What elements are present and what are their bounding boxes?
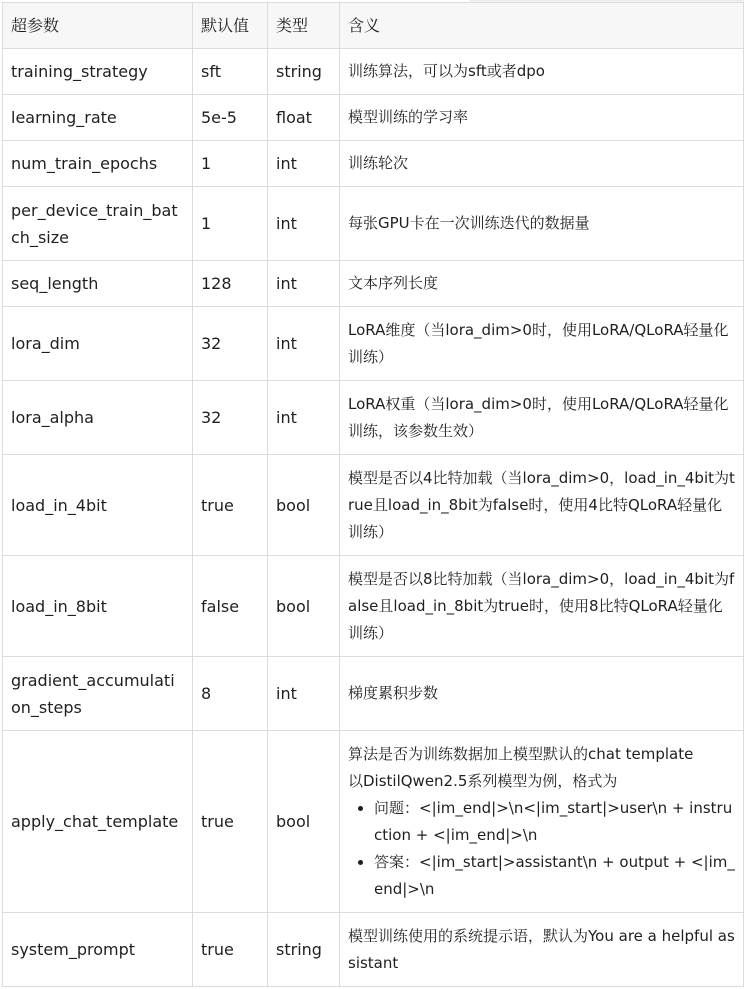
param-type: int: [268, 381, 340, 455]
table-header-row: [3, 3, 744, 49]
param-type: bool: [268, 731, 340, 913]
param-desc: 模型训练使用的系统提示语，默认为You are a helpful assistant: [340, 913, 744, 987]
param-desc: 模型训练的学习率: [340, 95, 744, 141]
header-default: 默认值: [193, 3, 268, 49]
desc-line: 以DistilQwen2.5系列模型为例，格式为: [348, 771, 618, 790]
param-name: num_train_epochs: [3, 141, 193, 187]
param-name: apply_chat_template: [3, 731, 193, 913]
param-type: int: [268, 141, 340, 187]
param-type: bool: [268, 556, 340, 657]
param-type: int: [268, 657, 340, 731]
param-name: load_in_4bit: [3, 455, 193, 556]
param-desc: 梯度累积步数: [340, 657, 744, 731]
param-name: system_prompt: [3, 913, 193, 987]
default-value: sft: [193, 49, 268, 95]
param-name: lora_dim: [3, 307, 193, 381]
default-value: 8: [193, 657, 268, 731]
default-value: 32: [193, 307, 268, 381]
default-value: 1: [193, 187, 268, 261]
param-name: load_in_8bit: [3, 556, 193, 657]
param-type: string: [268, 49, 340, 95]
default-value: true: [193, 455, 268, 556]
default-value: 5e-5: [193, 95, 268, 141]
table-row: [3, 381, 744, 455]
param-desc: 文本序列长度: [340, 261, 744, 307]
param-desc: 训练轮次: [340, 141, 744, 187]
default-value: 32: [193, 381, 268, 455]
default-value: 1: [193, 141, 268, 187]
format-item-answer: • 答案：<|im_start|>assistant\n + output + <|im_end|>\n: [374, 849, 735, 903]
param-desc: 模型是否以8比特加载（当lora_dim>0，load_in_4bit为false且load_in_8bit为true时，使用8比特QLoRA轻量化训练）: [340, 556, 744, 657]
param-type: string: [268, 913, 340, 987]
param-name: gradient_accumulation_steps: [3, 657, 193, 731]
param-desc: 训练算法，可以为sft或者dpo: [340, 49, 744, 95]
param-name: training_strategy: [3, 49, 193, 95]
param-type: int: [268, 261, 340, 307]
param-desc: [340, 731, 744, 913]
table-row: [3, 556, 744, 657]
param-name: seq_length: [3, 261, 193, 307]
table-row: [3, 657, 744, 731]
desc-line: 算法是否为训练数据加上模型默认的chat template: [348, 744, 694, 763]
param-type: int: [268, 187, 340, 261]
param-desc: LoRA维度（当lora_dim>0时，使用LoRA/QLoRA轻量化训练）: [340, 307, 744, 381]
table-row: [3, 187, 744, 261]
format-list: [348, 795, 735, 903]
table-row: [3, 261, 744, 307]
param-name: learning_rate: [3, 95, 193, 141]
param-type: float: [268, 95, 340, 141]
default-value: true: [193, 731, 268, 913]
param-desc: 模型是否以4比特加载（当lora_dim>0，load_in_4bit为true且load_in_8bit为false时，使用4比特QLoRA轻量化训练）: [340, 455, 744, 556]
default-value: false: [193, 556, 268, 657]
param-desc: LoRA权重（当lora_dim>0时，使用LoRA/QLoRA轻量化训练，该参数生效）: [340, 381, 744, 455]
table-row: [3, 913, 744, 987]
format-item-question: • 问题：<|im_end|>\n<|im_start|>user\n + instruction + <|im_end|>\n: [374, 795, 735, 849]
header-param: 超参数: [3, 3, 193, 49]
table-row: [3, 455, 744, 556]
default-value: true: [193, 913, 268, 987]
hyperparameter-table: [2, 2, 744, 987]
table-row: [3, 307, 744, 381]
table-row: [3, 49, 744, 95]
param-desc: 每张GPU卡在一次训练迭代的数据量: [340, 187, 744, 261]
param-name: lora_alpha: [3, 381, 193, 455]
default-value: 128: [193, 261, 268, 307]
table-row: [3, 731, 744, 913]
param-type: int: [268, 307, 340, 381]
header-desc: 含义: [340, 3, 744, 49]
table-row: [3, 95, 744, 141]
param-type: bool: [268, 455, 340, 556]
table-row: [3, 141, 744, 187]
header-type: 类型: [268, 3, 340, 49]
param-name: per_device_train_batch_size: [3, 187, 193, 261]
